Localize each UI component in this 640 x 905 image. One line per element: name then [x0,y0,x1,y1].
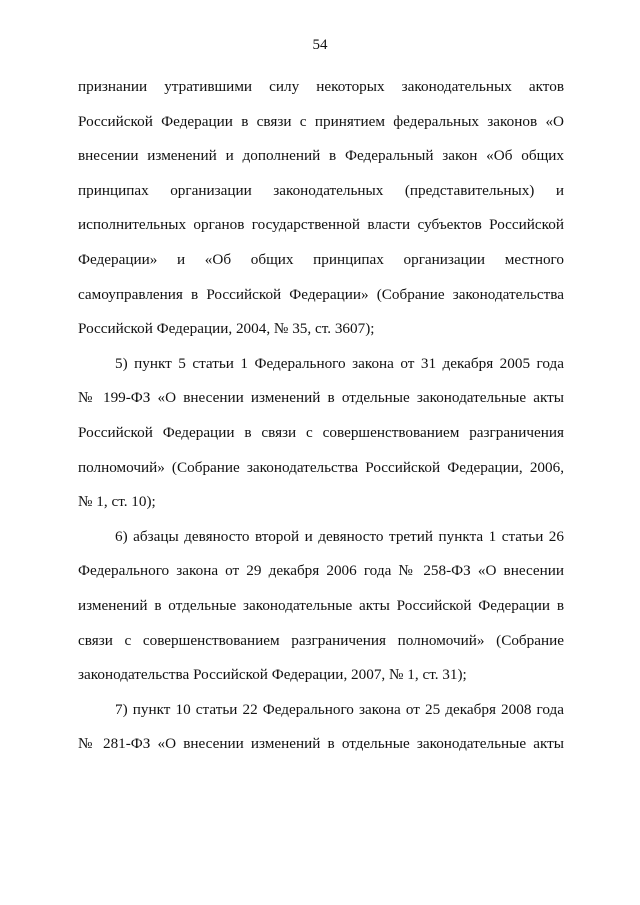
text-line: изменений в отдельные законодательные акты Российской Федерации в [78,596,564,614]
text-line: № 281-ФЗ «О внесении изменений в отдельные законодательные акты [78,735,564,753]
text-line: признании утратившими силу некоторых законодательных актов [78,78,564,95]
text-line: Российской Федерации в связи с принятием федеральных законов «О [78,112,564,130]
text-line: исполнительных органов государственной власти субъектов Российской [78,216,564,234]
text-line: 5) пункт 5 статьи 1 Федерального закона от 31 декабря 2005 года [115,354,564,372]
text-line: самоуправления в Российской Федерации» (Собрание законодательства [78,285,564,303]
document-body [78,70,564,762]
text-line: законодательства Российской Федерации, 2007, № 1, ст. 31); [78,666,467,684]
text-line: полномочий» (Собрание законодательства Российской Федерации, 2006, [78,458,564,476]
text-line: 7) пункт 10 статьи 22 Федерального закона от 25 декабря 2008 года [115,700,564,718]
text-line: внесении изменений и дополнений в Федеральный закон «Об общих [78,147,564,165]
text-line: Федерального закона от 29 декабря 2006 года № 258-ФЗ «О внесении [78,562,564,580]
text-line: Российской Федерации, 2004, № 35, ст. 3607); [78,320,375,338]
text-line: № 1, ст. 10); [78,493,156,511]
text-line: Российской Федерации в связи с совершенствованием разграничения [78,423,564,441]
page-number: 54 [312,37,328,53]
text-line: 6) абзацы девяносто второй и девяносто третий пункта 1 статьи 26 [115,527,564,545]
text-line: связи с совершенствованием разграничения полномочий» (Собрание [78,631,564,649]
text-line: принципах организации законодательных (представительных) и [78,181,564,199]
text-line: № 199-ФЗ «О внесении изменений в отдельные законодательные акты [78,389,564,407]
text-line: Федерации» и «Об общих принципах организации местного [78,250,564,268]
